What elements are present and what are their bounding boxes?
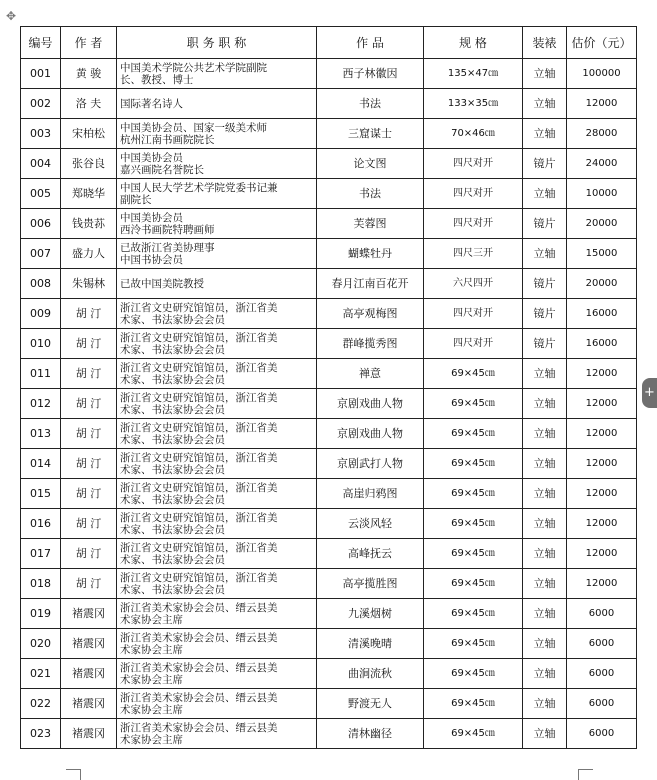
cell-author: 钱贵荪 [61,209,117,239]
cell-title: 中国美协会员 西泠书画院特聘画师 [117,209,317,239]
cell-work: 群峰揽秀图 [317,329,424,359]
cell-price: 12000 [567,449,637,479]
cell-spec: 69×45㎝ [424,419,523,449]
cell-author: 胡 汀 [61,509,117,539]
cell-work: 西子林徽因 [317,59,424,89]
cell-price: 12000 [567,509,637,539]
table-row [21,479,637,509]
cell-title: 中国美术学院公共艺术学院副院 长、教授、博士 [117,59,317,89]
cell-mount: 立轴 [523,629,567,659]
cell-spec: 四尺对开 [424,149,523,179]
cell-work: 书法 [317,89,424,119]
cell-author: 胡 汀 [61,539,117,569]
table-row [21,359,637,389]
table-row [21,59,637,89]
cell-mount: 立轴 [523,419,567,449]
cell-author: 褚震冈 [61,719,117,749]
cell-spec: 69×45㎝ [424,629,523,659]
table-row [21,509,637,539]
table-row [21,329,637,359]
cell-work: 芙蓉图 [317,209,424,239]
cell-spec: 四尺三开 [424,239,523,269]
cell-no: 011 [21,359,61,389]
table-row [21,239,637,269]
cell-title: 浙江省文史研究馆馆员，浙江省美 术家、书法家协会会员 [117,539,317,569]
cell-mount: 立轴 [523,359,567,389]
cell-no: 015 [21,479,61,509]
cell-no: 006 [21,209,61,239]
cell-price: 12000 [567,389,637,419]
cell-no: 018 [21,569,61,599]
table-row [21,599,637,629]
cell-price: 6000 [567,629,637,659]
cell-work: 清林幽径 [317,719,424,749]
cell-no: 009 [21,299,61,329]
cell-spec: 69×45㎝ [424,659,523,689]
cell-title: 浙江省美术家协会会员、缙云县美 术家协会主席 [117,599,317,629]
cell-spec: 四尺对开 [424,179,523,209]
cell-spec: 69×45㎝ [424,449,523,479]
cell-mount: 镜片 [523,269,567,299]
header-no: 编号 [21,27,61,59]
cell-price: 6000 [567,659,637,689]
cell-mount: 立轴 [523,119,567,149]
artwork-table [20,26,637,749]
cell-spec: 69×45㎝ [424,719,523,749]
cell-price: 15000 [567,239,637,269]
header-work: 作 品 [317,27,424,59]
cell-price: 6000 [567,719,637,749]
table-row [21,179,637,209]
cell-author: 胡 汀 [61,419,117,449]
cell-title: 国际著名诗人 [117,89,317,119]
table-row [21,719,637,749]
table-header-row [21,27,637,59]
cell-work: 京剧戏曲人物 [317,389,424,419]
cell-no: 012 [21,389,61,419]
cell-mount: 立轴 [523,689,567,719]
cell-mount: 立轴 [523,539,567,569]
table-row [21,659,637,689]
cell-spec: 69×45㎝ [424,599,523,629]
cell-work: 高亭观梅图 [317,299,424,329]
cell-no: 008 [21,269,61,299]
cell-work: 京剧武打人物 [317,449,424,479]
cell-price: 100000 [567,59,637,89]
page-corner-mark-left [66,769,81,780]
header-price: 估价（元） [567,27,637,59]
cell-price: 12000 [567,539,637,569]
table-row [21,629,637,659]
cell-author: 盛力人 [61,239,117,269]
cell-spec: 69×45㎝ [424,509,523,539]
cell-work: 清溪晚晴 [317,629,424,659]
cell-no: 020 [21,629,61,659]
cell-title: 浙江省文史研究馆馆员，浙江省美 术家、书法家协会会员 [117,389,317,419]
cell-author: 褚震冈 [61,659,117,689]
cell-price: 20000 [567,209,637,239]
cell-mount: 镜片 [523,149,567,179]
cell-spec: 133×35㎝ [424,89,523,119]
cell-work: 高亭揽胜图 [317,569,424,599]
cell-author: 褚震冈 [61,629,117,659]
cell-mount: 立轴 [523,509,567,539]
cell-no: 014 [21,449,61,479]
cell-title: 浙江省美术家协会会员、缙云县美 术家协会主席 [117,659,317,689]
cell-no: 007 [21,239,61,269]
table-row [21,689,637,719]
cell-mount: 立轴 [523,239,567,269]
cell-spec: 四尺对开 [424,209,523,239]
header-title: 职 务 职 称 [117,27,317,59]
table-row [21,269,637,299]
cell-no: 004 [21,149,61,179]
cell-title: 已故中国美院教授 [117,269,317,299]
cell-author: 褚震冈 [61,689,117,719]
cell-spec: 四尺对开 [424,329,523,359]
table-row [21,89,637,119]
cell-work: 春月江南百花开 [317,269,424,299]
cell-spec: 六尺四开 [424,269,523,299]
cell-author: 张谷良 [61,149,117,179]
cell-title: 浙江省文史研究馆馆员，浙江省美 术家、书法家协会会员 [117,419,317,449]
cell-author: 郑晓华 [61,179,117,209]
cell-mount: 镜片 [523,299,567,329]
cell-author: 胡 汀 [61,329,117,359]
cell-work: 云淡风轻 [317,509,424,539]
cell-price: 28000 [567,119,637,149]
cell-title: 浙江省文史研究馆馆员，浙江省美 术家、书法家协会会员 [117,329,317,359]
cell-no: 017 [21,539,61,569]
cell-title: 浙江省美术家协会会员、缙云县美 术家协会主席 [117,689,317,719]
table-row [21,569,637,599]
cell-spec: 69×45㎝ [424,539,523,569]
cell-no: 010 [21,329,61,359]
cell-author: 褚震冈 [61,599,117,629]
cell-mount: 镜片 [523,209,567,239]
cell-author: 胡 汀 [61,299,117,329]
cell-author: 朱锡林 [61,269,117,299]
cell-price: 16000 [567,299,637,329]
cell-spec: 69×45㎝ [424,479,523,509]
cell-title: 浙江省文史研究馆馆员，浙江省美 术家、书法家协会会员 [117,359,317,389]
cell-spec: 69×45㎝ [424,569,523,599]
cell-work: 高崖归鸦图 [317,479,424,509]
table-row [21,299,637,329]
header-author: 作 者 [61,27,117,59]
cell-no: 023 [21,719,61,749]
table-row [21,119,637,149]
cell-spec: 69×45㎝ [424,389,523,419]
cell-mount: 立轴 [523,389,567,419]
cell-mount: 立轴 [523,599,567,629]
cell-work: 野渡无人 [317,689,424,719]
cell-price: 24000 [567,149,637,179]
cell-title: 中国美协会员、国家一级美术师 杭州江南书画院院长 [117,119,317,149]
cell-title: 浙江省文史研究馆馆员，浙江省美 术家、书法家协会会员 [117,299,317,329]
cell-author: 黄 骏 [61,59,117,89]
cell-work: 曲涧流秋 [317,659,424,689]
cell-mount: 立轴 [523,719,567,749]
cell-work: 蝴蝶牡丹 [317,239,424,269]
cell-author: 胡 汀 [61,359,117,389]
cell-work: 高峰抚云 [317,539,424,569]
cell-title: 浙江省美术家协会会员、缙云县美 术家协会主席 [117,629,317,659]
cell-mount: 镜片 [523,329,567,359]
cell-mount: 立轴 [523,89,567,119]
table-row [21,539,637,569]
cell-mount: 立轴 [523,179,567,209]
cell-no: 019 [21,599,61,629]
cell-title: 浙江省美术家协会会员、缙云县美 术家协会主席 [117,719,317,749]
cell-author: 洛 夫 [61,89,117,119]
cell-mount: 立轴 [523,59,567,89]
cell-work: 三窟谋士 [317,119,424,149]
side-panel-tab[interactable] [642,378,657,408]
cell-price: 12000 [567,419,637,449]
cell-no: 016 [21,509,61,539]
cell-no: 013 [21,419,61,449]
table-row [21,209,637,239]
cell-work: 九溪烟树 [317,599,424,629]
cell-no: 005 [21,179,61,209]
table-row [21,419,637,449]
cell-author: 胡 汀 [61,389,117,419]
page-corner-mark-right [578,769,593,780]
cell-title: 已故浙江省美协理事 中国书协会员 [117,239,317,269]
cell-mount: 立轴 [523,569,567,599]
plus-icon: + [644,385,655,400]
cell-title: 中国美协会员 嘉兴画院名誉院长 [117,149,317,179]
cell-price: 12000 [567,479,637,509]
table-row [21,149,637,179]
header-mount: 装裱 [523,27,567,59]
cell-author: 胡 汀 [61,479,117,509]
cell-no: 001 [21,59,61,89]
cell-title: 浙江省文史研究馆馆员，浙江省美 术家、书法家协会会员 [117,479,317,509]
cell-title: 浙江省文史研究馆馆员，浙江省美 术家、书法家协会会员 [117,449,317,479]
cell-no: 021 [21,659,61,689]
table-row [21,389,637,419]
cell-spec: 69×45㎝ [424,359,523,389]
cell-author: 宋柏松 [61,119,117,149]
cell-work: 书法 [317,179,424,209]
cell-price: 16000 [567,329,637,359]
cell-price: 12000 [567,359,637,389]
cell-price: 10000 [567,179,637,209]
cell-spec: 四尺对开 [424,299,523,329]
cell-work: 禅意 [317,359,424,389]
cell-author: 胡 汀 [61,569,117,599]
header-spec: 规 格 [424,27,523,59]
table-move-handle-icon[interactable]: ✥ [6,9,17,23]
cell-spec: 70×46㎝ [424,119,523,149]
cell-no: 003 [21,119,61,149]
cell-no: 002 [21,89,61,119]
cell-mount: 立轴 [523,449,567,479]
cell-no: 022 [21,689,61,719]
cell-title: 浙江省文史研究馆馆员，浙江省美 术家、书法家协会会员 [117,569,317,599]
table-row [21,449,637,479]
table-body [21,59,637,749]
cell-price: 20000 [567,269,637,299]
cell-spec: 69×45㎝ [424,689,523,719]
cell-mount: 立轴 [523,479,567,509]
cell-spec: 135×47㎝ [424,59,523,89]
cell-mount: 立轴 [523,659,567,689]
cell-title: 中国人民大学艺术学院党委书记兼 副院长 [117,179,317,209]
cell-work: 京剧戏曲人物 [317,419,424,449]
cell-price: 6000 [567,689,637,719]
cell-price: 6000 [567,599,637,629]
cell-author: 胡 汀 [61,449,117,479]
cell-price: 12000 [567,569,637,599]
cell-price: 12000 [567,89,637,119]
cell-work: 论文图 [317,149,424,179]
cell-title: 浙江省文史研究馆馆员，浙江省美 术家、书法家协会会员 [117,509,317,539]
